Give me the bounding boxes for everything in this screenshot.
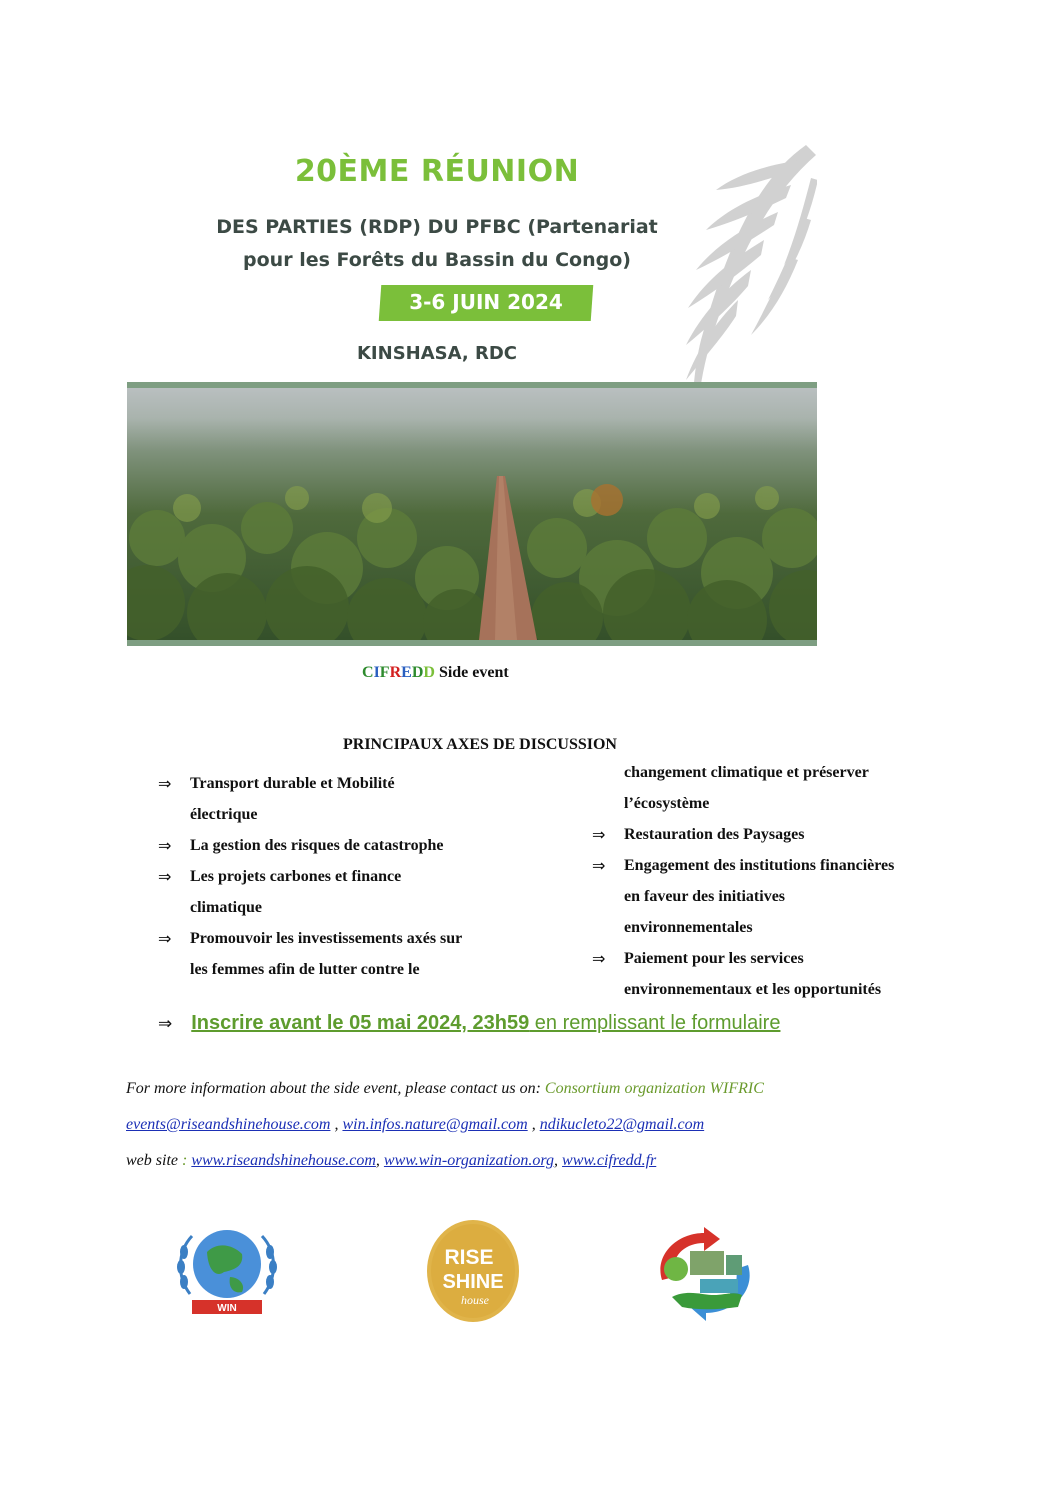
list-item [592,850,937,943]
event-location: KINSHASA, RDC [356,343,517,364]
arrow-icon: ⇒ [592,825,606,844]
divider [127,640,817,646]
list-item-line: Transport durable et Mobilité [190,775,395,792]
list-item-line: Promouvoir les investissements axés sur [190,930,463,947]
list-item-line: Les projets carbones et finance [190,868,402,885]
registration-line [158,1012,780,1035]
arrow-icon: ⇒ [158,836,172,855]
contact-emails: events@riseandshinehouse.com , win.infos.nature@gmail.com , ndikucleto22@gmail.com [126,1116,705,1133]
discussion-list-right [592,757,937,1005]
svg-text:WIN: WIN [217,1303,237,1314]
list-item-line: La gestion des risques de catastrophe [190,837,444,854]
rise-shine-house-logo [425,1218,521,1324]
event-title: 20ÈME RÉUNION [294,154,580,189]
arrow-icon: ⇒ [592,856,606,875]
contact-websites: web site : www.riseandshinehouse.com, www.win-organization.org, www.cifredd.fr [126,1152,657,1169]
brand-letter: R [389,664,402,681]
email-link[interactable]: win.infos.nature@gmail.com [342,1116,528,1133]
brand-letter: F [379,664,390,681]
list-item [592,819,937,850]
email-link[interactable]: ndikucleto22@gmail.com [539,1116,705,1133]
event-subtitle-line2: pour les Forêts du Bassin du Congo) [243,249,631,271]
event-subtitle-line1: DES PARTIES (RDP) DU PFBC (Partenariat [216,216,658,238]
brand-letter: D [423,664,435,681]
list-item-line: en faveur des initiatives [624,888,786,905]
discussion-list-left [158,768,518,985]
list-item [592,943,937,1005]
arrow-icon: ⇒ [592,949,606,968]
arrow-icon: ⇒ [158,774,172,793]
list-item-line: climatique [190,899,262,916]
arrow-icon: ⇒ [158,929,172,948]
list-item-line: les femmes afin de lutter contre le [190,961,420,978]
consortium-name: Consortium organization WIFRIC [544,1080,764,1097]
registration-link[interactable]: Inscrire avant le 05 mai 2024, 23h59 en remplissant le formulaire [191,1012,781,1034]
list-item [592,757,937,819]
website-link[interactable]: www.win-organization.org [383,1152,555,1169]
list-item [158,768,518,830]
brand-letter: C [362,664,374,681]
cifredd-brand [362,664,435,681]
website-link[interactable]: www.riseandshinehouse.com [191,1152,376,1169]
svg-text:SHINE: SHINE [442,1271,504,1293]
event-banner [127,140,817,386]
list-item-line: Paiement pour les services [624,950,804,967]
list-item-line: environnementaux et les opportunités [624,981,882,998]
brand-letter: I [373,664,380,681]
brand-letter: E [401,664,412,681]
brand-letter: D [411,664,424,681]
contact-intro: For more information about the side event, please contact us on: Consortium organization WIFRIC [126,1080,764,1097]
arrow-icon: ⇒ [158,867,172,886]
event-dates: 3-6 JUIN 2024 [409,290,563,314]
email-link[interactable]: events@riseandshinehouse.com [126,1116,331,1133]
cifredd-logo [642,1225,768,1325]
list-item [158,923,518,985]
list-item-line: environnementales [624,919,753,936]
list-item-line: électrique [190,806,258,823]
side-event-label [362,664,509,682]
svg-text:house: house [461,1293,489,1307]
svg-text:RISE: RISE [444,1246,494,1269]
list-item-line: Restauration des Paysages [624,826,805,843]
website-link[interactable]: www.cifredd.fr [562,1152,657,1169]
list-item-line: changement climatique et préserver [624,764,869,781]
discussion-heading: PRINCIPAUX AXES DE DISCUSSION [343,736,617,753]
arrow-icon: ⇒ [158,1014,173,1034]
list-item-line: Engagement des institutions financières [624,857,895,874]
forest-aerial-photo [127,388,817,640]
list-item [158,830,518,861]
win-logo [172,1222,282,1322]
side-event-text: Side event [438,664,509,681]
list-item-line: l’écosystème [624,795,710,812]
list-item [158,861,518,923]
